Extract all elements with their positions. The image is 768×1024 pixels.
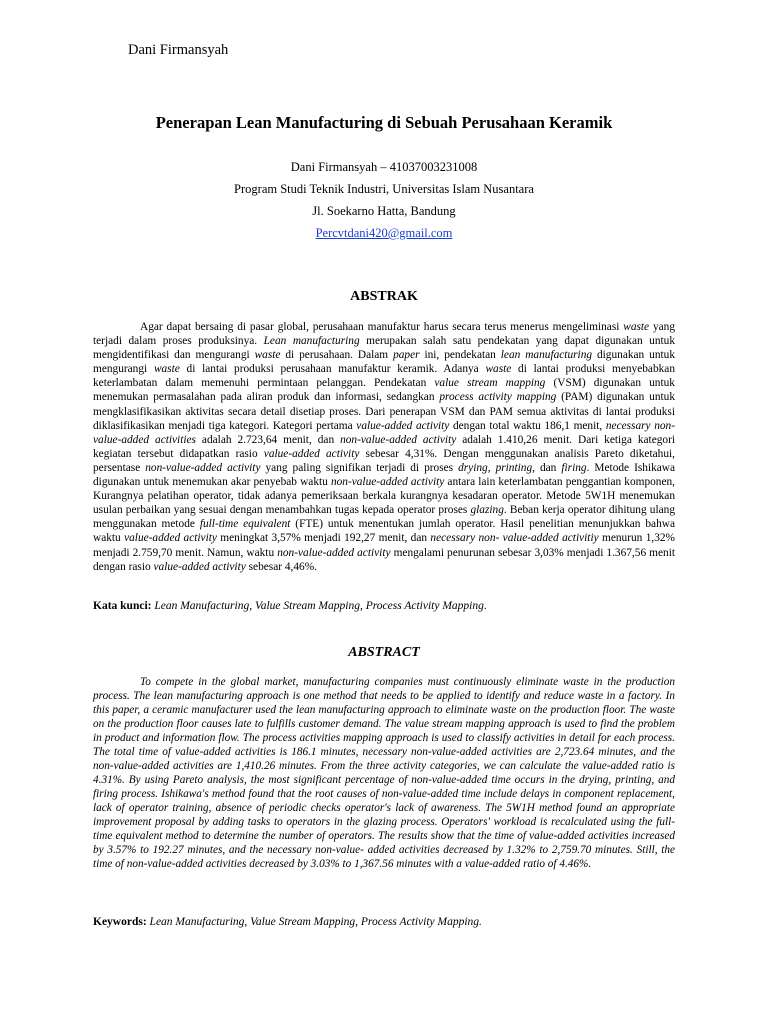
- abstrak-run: di lantai produksi perusahaan manufaktur keramik. Adanya: [179, 363, 486, 376]
- abstrak-run: sebesar 4,46%.: [245, 560, 317, 573]
- abstrak-run: . Beban kerja operator dihitung ulang menggunakan metode: [93, 504, 675, 531]
- italic-term: lean manufacturing: [500, 349, 593, 362]
- italic-term: non-value-added activity: [340, 433, 457, 446]
- paper-title: Penerapan Lean Manufacturing di Sebuah Perusahaan Keramik: [155, 113, 613, 132]
- abstrak-run: dengan total waktu 186,1 menit,: [449, 419, 606, 432]
- abstract-text: To compete in the global market, manufacturing companies must continuously eliminate waste in the production process. The lean manufacturing approach is one method that needs to be applied to identify and reduce waste in a factory. In this paper, a ceramic manufacturer used the lean manufacturing approach to eliminate waste on the production floor. The waste on the production floor causes late to fulfills customer demand. The value stream mapping approach is used to find the problem in product and information flow. The process activities mapping approach is used to classify activities in detail for each process. The total time of value-added activities is 186.1 minutes, necessary non-value-added activities are 2,723.64 minutes, and the non-value-added activities are 1,410.26 minutes. From the three activity categories, we can calculate the value-added ratio is 4.31%. By using Pareto analysis, the most significant percentage of non-value-added time occurs in the drying, printing, and firing process. Ishikawa's method found that the root causes of non-value-added time include delays in component replacement, lack of operator training, absence of periodic checks operator's lack of awareness. The 5W1H method found an appropriate improvement proposal by adding tasks to operators in the glazing process. Operators' workload is recalculated using the full-time equivalent method to determine the number of operators. The results show that the time of value-added activities increased by 3.57% to 192.27 minutes, and the necessary non-value- added activities decreased by 1.32% to 2,759.70 minutes. Still, the time of non-value-added activities decreased by 3.03% to 1,367.56 minutes with a value-added ratio of 4.46%.: [93, 676, 675, 870]
- italic-term: non-value-added activity: [145, 461, 261, 474]
- italic-term: glazing: [470, 504, 504, 517]
- abstract-body: [93, 675, 675, 871]
- keywords-label: Keywords:: [93, 916, 147, 928]
- email-link[interactable]: Percvtdani420@gmail.com: [315, 226, 453, 240]
- italic-term: value-added activity: [124, 532, 217, 545]
- italic-term: value stream mapping: [434, 377, 546, 390]
- abstrak-run: menurun 1,32% menjadi 2.759,70 menit. Namun, waktu: [93, 532, 675, 559]
- italic-term: waste: [485, 363, 512, 376]
- abstrak-run: digunakan untuk mengurangi: [93, 349, 675, 376]
- abstrak-run: adalah 2.723,64 menit, dan: [195, 433, 341, 446]
- abstrak-heading: ABSTRAK: [350, 289, 418, 304]
- italic-term: process activity mapping: [439, 391, 557, 404]
- abstrak-run: , dan: [532, 461, 562, 474]
- address: Jl. Soekarno Hatta, Bandung: [312, 204, 456, 218]
- italic-term: non-value-added activity: [277, 546, 391, 559]
- keywords: [93, 916, 693, 928]
- abstrak-run: antara lain keterlambatan penggantian komponen, Kurangnya pelatihan operator, tidak adanya pemeriksaan berkala kurangnya kesadaran operator. Metode 5W1H menemukan usulan perbaikan yang sesuai dengan menambahkan tugas kepada operator proses: [93, 476, 675, 517]
- abstrak-run: ini, pendekatan: [419, 349, 501, 362]
- kata-kunci: [93, 600, 693, 612]
- italic-term: non-value-added activity: [330, 476, 445, 489]
- italic-term: waste: [153, 363, 180, 376]
- italic-term: value-added activity: [356, 419, 450, 432]
- abstrak-text: [93, 321, 675, 573]
- abstrak-run: sebesar 4,31%. Dengan menggunakan analisis Pareto diketahui, persentase: [93, 447, 675, 474]
- italic-term: firing: [561, 461, 587, 474]
- abstrak-run: mengalami penurunan sebesar 3,03% menjadi 1.367,56 menit dengan rasio: [93, 546, 676, 573]
- abstrak-run: ,: [487, 461, 496, 474]
- kata-kunci-period: .: [483, 600, 487, 612]
- abstrak-body: [93, 320, 675, 574]
- abstrak-run: di lantai produksi menyebabkan keterlambatan dalam memenuhi permintaan pelanggan. Pendekatan: [93, 363, 676, 390]
- abstrak-run: (FTE) untuk menentukan jumlah operator. Hasil penelitian menunjukkan bahwa waktu: [93, 518, 675, 545]
- italic-term: drying: [458, 461, 488, 474]
- italic-term: waste: [254, 349, 281, 362]
- abstrak-run: adalah 1.410,26 menit. Dari ketiga kategori kegiatan tersebut didapatkan rasio: [93, 433, 676, 460]
- affiliation: Program Studi Teknik Industri, Universitas Islam Nusantara: [234, 182, 534, 196]
- header-author-name: Dani Firmansyah: [128, 42, 229, 58]
- italic-term: Lean manufacturing: [263, 335, 360, 348]
- abstrak-run: di perusahaan. Dalam: [280, 349, 394, 362]
- italic-term: paper: [393, 349, 420, 362]
- abstrak-run: Agar dapat bersaing di pasar global, perusahaan manufaktur harus secara terus menerus mengeliminasi: [140, 321, 624, 333]
- abstrak-run: yang paling signifikan terjadi di proses: [260, 461, 459, 474]
- abstrak-run: . Metode Ishikawa digunakan untuk menemukan akar penyebab waktu: [93, 461, 676, 489]
- kata-kunci-terms: Lean Manufacturing, Value Stream Mapping, Process Activity Mapping: [154, 600, 484, 612]
- abstract-heading: ABSTRACT: [348, 645, 420, 660]
- abstrak-run: meningkat 3,57% menjadi 192,27 menit, dan: [216, 532, 431, 545]
- italic-term: necessary non- value-added activitiy: [430, 532, 599, 545]
- abstrak-run: (PAM) digunakan untuk mengklasifikasikan aktivitas secara detail disetiap proses. Dari penerapan VSM dan PAM semua aktivitas di lantai produksi diklasifikasikan menjadi tiga kategori. Kategori pertama: [93, 391, 675, 432]
- italic-term: value-added activity: [153, 560, 246, 573]
- italic-term: value-added activity: [263, 447, 360, 460]
- abstrak-run: merupakan salah satu pendekatan yang dapat digunakan untuk mengidentifikasi dan mengurangi: [93, 335, 675, 362]
- email-line: [0, 226, 768, 241]
- abstrak-run: yang terjadi dalam proses produksinya.: [93, 321, 676, 348]
- italic-term: full-time equivalent: [199, 518, 291, 531]
- kata-kunci-label: Kata kunci:: [93, 600, 152, 612]
- keywords-terms: Lean Manufacturing, Value Stream Mapping, Process Activity Mapping.: [149, 916, 482, 928]
- author-line: Dani Firmansyah – 41037003231008: [290, 160, 478, 174]
- italic-term: necessary non-value-added activities: [93, 419, 675, 446]
- abstrak-run: (VSM) digunakan untuk menemukan permasalahan pada aliran produk dan informasi, sedangkan: [93, 377, 675, 404]
- italic-term: waste: [623, 321, 650, 333]
- italic-term: printing: [495, 461, 533, 474]
